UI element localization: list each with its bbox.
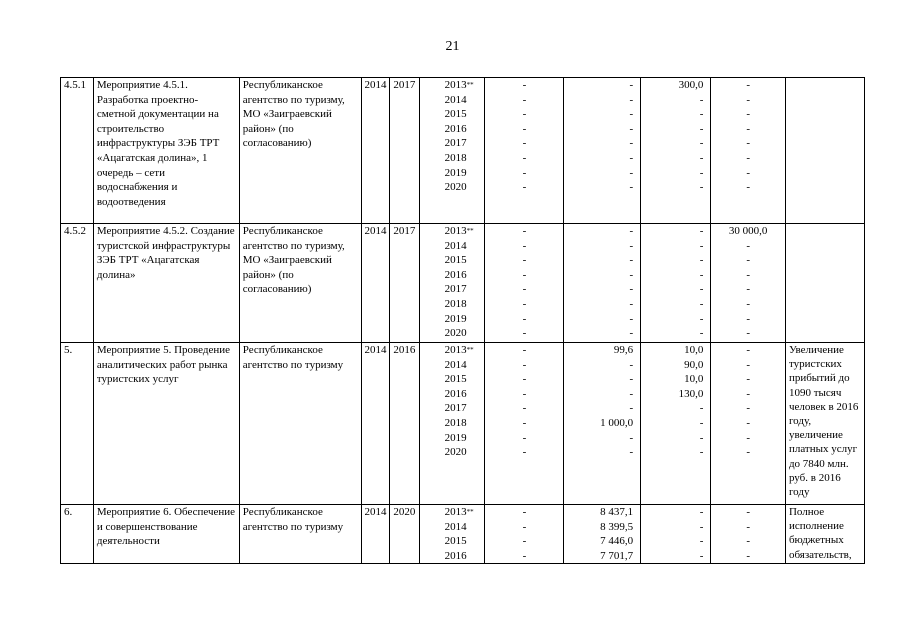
- funding-value-4: -: [746, 122, 750, 135]
- funding-value-2: -: [629, 239, 634, 252]
- funding-value-2: -: [629, 358, 634, 371]
- footnote-mark: **: [466, 346, 474, 354]
- funding-value-2: -: [629, 151, 634, 164]
- funding-value-4: -: [746, 535, 750, 548]
- funding-value-1: -: [522, 358, 527, 371]
- funding-value-4: -: [746, 283, 750, 296]
- year-value: 2018: [444, 151, 467, 164]
- funding-value-1: -: [522, 181, 527, 194]
- funding-value-4-cell: [711, 343, 786, 505]
- funding-value-3: -: [699, 239, 704, 252]
- funding-value-2: -: [629, 254, 634, 267]
- funding-value-4: -: [746, 151, 750, 164]
- funding-value-3: -: [699, 181, 704, 194]
- funding-value-2: 99,6: [613, 344, 634, 356]
- funding-value-1: -: [522, 151, 527, 164]
- funding-value-1: -: [522, 416, 527, 429]
- year-value: 2017: [444, 137, 467, 150]
- funding-value-4: -: [746, 506, 750, 518]
- funding-value-2: 7 446,0: [600, 535, 634, 548]
- activity-name: Мероприятие 4.5.2. Создание туристской инфраструктуры ЗЭБ ТРТ «Ацагатская долина»: [93, 224, 239, 343]
- funding-value-2-cell: [564, 78, 641, 224]
- funding-value-3: 300,0: [678, 79, 704, 91]
- start-year: 2014: [361, 505, 390, 564]
- page-number: 21: [445, 39, 460, 54]
- funding-value-2: -: [629, 181, 634, 194]
- funding-value-4-cell: [711, 78, 786, 224]
- funding-value-2-cell: [564, 343, 641, 505]
- funding-value-4: -: [746, 268, 750, 281]
- year-value: 2016: [444, 122, 467, 135]
- funding-value-4: -: [746, 79, 750, 91]
- funding-value-3: -: [699, 254, 704, 267]
- year-value: 2019: [444, 312, 467, 325]
- funding-value-1-cell: [485, 78, 564, 224]
- year-value: 2014: [444, 358, 467, 371]
- footnote-mark: **: [466, 81, 474, 89]
- activity-executor: Республиканское агентство по туризму, МО «Заиграевский район» (по согласованию): [239, 224, 361, 343]
- funding-value-1: -: [522, 312, 527, 325]
- funding-value-1-cell: [485, 224, 564, 343]
- activity-name: Мероприятие 4.5.1. Разработка проектно-сметной документации на строительство инфраструктуры ЗЭБ ТРТ «Ацагатская долина», 1 очередь – сети водоснабжения и водоотведения: [93, 78, 239, 224]
- funding-value-1: -: [522, 108, 527, 121]
- funding-value-3: 90,0: [684, 358, 704, 371]
- end-year: 2016: [390, 343, 420, 505]
- funding-value-1: -: [522, 506, 527, 518]
- funding-value-3: -: [699, 520, 704, 533]
- funding-value-4: -: [746, 137, 750, 150]
- funding-value-1: -: [522, 283, 527, 296]
- year-value: 2019: [444, 431, 467, 444]
- expected-result: [785, 78, 864, 224]
- funding-value-2: 8 437,1: [600, 506, 634, 518]
- funding-value-4: -: [746, 402, 750, 415]
- funding-value-4: -: [746, 312, 750, 325]
- funding-value-1: -: [522, 373, 527, 386]
- year-value: 2015: [444, 108, 467, 121]
- year-value: 2018: [444, 416, 467, 429]
- expected-result: [785, 224, 864, 343]
- year-value: 2020: [444, 327, 467, 340]
- funding-value-3: -: [699, 122, 704, 135]
- funding-value-1: -: [522, 549, 527, 562]
- funding-value-1: -: [522, 93, 527, 106]
- funding-value-2: -: [629, 283, 634, 296]
- funding-value-3: 130,0: [678, 387, 704, 400]
- year-value: 2018: [444, 297, 467, 310]
- table-row: [61, 343, 865, 505]
- funding-value-3: -: [699, 93, 704, 106]
- funding-value-4: -: [746, 108, 750, 121]
- year-value: 2013**: [444, 506, 474, 518]
- year-value: 2014: [444, 93, 467, 106]
- funding-value-4: -: [746, 344, 750, 356]
- year-value: 2020: [444, 181, 467, 194]
- funding-value-1: -: [522, 344, 527, 356]
- funding-value-4: -: [746, 373, 750, 386]
- funding-value-1: -: [522, 166, 527, 179]
- funding-value-4: -: [746, 520, 750, 533]
- funding-value-3: -: [699, 166, 704, 179]
- funding-value-1: -: [522, 79, 527, 91]
- year-value: 2019: [444, 166, 467, 179]
- funding-value-4: -: [746, 327, 750, 340]
- year-value: 2013**: [444, 79, 474, 91]
- activity-name: Мероприятие 5. Проведение аналитических работ рынка туристских услуг: [93, 343, 239, 505]
- year-value: 2016: [444, 549, 467, 562]
- funding-value-3: -: [699, 402, 704, 415]
- funding-value-2: -: [629, 327, 634, 340]
- funding-value-1-cell: [485, 343, 564, 505]
- funding-value-3-cell: [641, 505, 711, 564]
- start-year: 2014: [361, 78, 390, 224]
- funding-value-2-cell: [564, 224, 641, 343]
- year-value: 2017: [444, 402, 467, 415]
- year-value-cell: [419, 78, 485, 224]
- funding-value-3-cell: [641, 224, 711, 343]
- funding-value-3-cell: [641, 78, 711, 224]
- funding-value-3: -: [699, 268, 704, 281]
- funding-value-2: -: [629, 268, 634, 281]
- funding-value-3-cell: [641, 343, 711, 505]
- funding-value-1: -: [522, 520, 527, 533]
- activity-executor: Республиканское агентство по туризму, МО «Заиграевский район» (по согласованию): [239, 78, 361, 224]
- start-year: 2014: [361, 343, 390, 505]
- funding-value-4: -: [746, 549, 750, 562]
- expected-result: Полное исполнение бюджетных обязательств,: [785, 505, 864, 564]
- funding-value-4-cell: [711, 224, 786, 343]
- funding-value-2: -: [629, 297, 634, 310]
- funding-value-3: -: [699, 431, 704, 444]
- table-row: [61, 78, 865, 224]
- table-row: [61, 224, 865, 343]
- funding-value-1: -: [522, 239, 527, 252]
- activity-number: 5.: [61, 343, 94, 505]
- funding-value-4: -: [746, 446, 750, 459]
- funding-value-2: 1 000,0: [600, 416, 634, 429]
- activity-number: 4.5.1: [61, 78, 94, 224]
- funding-value-2: -: [629, 166, 634, 179]
- funding-value-4: 30 000,0: [728, 225, 768, 237]
- funding-value-1: -: [522, 122, 527, 135]
- year-value: 2015: [444, 254, 467, 267]
- year-value: 2014: [444, 520, 467, 533]
- funding-value-4: -: [746, 358, 750, 371]
- funding-value-1: -: [522, 254, 527, 267]
- funding-value-1: -: [522, 431, 527, 444]
- end-year: 2017: [390, 224, 420, 343]
- funding-value-2: -: [629, 373, 634, 386]
- funding-value-3: -: [699, 151, 704, 164]
- funding-value-3: -: [699, 535, 704, 548]
- year-value: 2014: [444, 239, 467, 252]
- year-value: 2016: [444, 387, 467, 400]
- funding-value-1: -: [522, 225, 527, 237]
- funding-value-2: -: [629, 446, 634, 459]
- funding-value-1: -: [522, 387, 527, 400]
- funding-value-2: -: [629, 402, 634, 415]
- funding-value-3: -: [699, 506, 704, 518]
- funding-value-2: -: [629, 93, 634, 106]
- funding-value-3: -: [699, 416, 704, 429]
- year-value: 2013**: [444, 225, 474, 237]
- activity-executor: Республиканское агентство по туризму: [239, 505, 361, 564]
- funding-value-2-cell: [564, 505, 641, 564]
- funding-value-3: -: [699, 297, 704, 310]
- funding-value-1: -: [522, 402, 527, 415]
- expected-result: Увеличение туристских прибытий до 1090 тысяч человек в 2016 году, увеличение платных услуг до 7840 млн. руб. в 2016 году: [785, 343, 864, 505]
- year-value-cell: [419, 224, 485, 343]
- funding-value-1: -: [522, 268, 527, 281]
- funding-value-3: -: [699, 283, 704, 296]
- funding-value-2: -: [629, 122, 634, 135]
- funding-value-2: 8 399,5: [600, 520, 634, 533]
- year-value: 2015: [444, 535, 467, 548]
- table-body: [61, 78, 865, 564]
- activity-number: 4.5.2: [61, 224, 94, 343]
- funding-value-4: -: [746, 166, 750, 179]
- funding-value-4-cell: [711, 505, 786, 564]
- activities-table: [60, 77, 865, 564]
- funding-value-1: -: [522, 446, 527, 459]
- year-value: 2020: [444, 446, 467, 459]
- activity-number: 6.: [61, 505, 94, 564]
- table-row: [61, 505, 865, 564]
- funding-value-3: -: [699, 225, 704, 237]
- funding-value-2: -: [629, 108, 634, 121]
- footnote-mark: **: [466, 227, 474, 235]
- funding-value-4: -: [746, 254, 750, 267]
- funding-value-2: -: [629, 312, 634, 325]
- funding-value-3: -: [699, 312, 704, 325]
- funding-value-1: -: [522, 327, 527, 340]
- funding-value-4: -: [746, 416, 750, 429]
- funding-value-4: -: [746, 181, 750, 194]
- funding-value-2: -: [629, 431, 634, 444]
- end-year: 2020: [390, 505, 420, 564]
- funding-value-3: 10,0: [684, 373, 704, 386]
- activity-executor: Республиканское агентство по туризму: [239, 343, 361, 505]
- year-value: 2017: [444, 283, 467, 296]
- funding-value-1: -: [522, 297, 527, 310]
- funding-value-3: -: [699, 446, 704, 459]
- funding-value-4: -: [746, 93, 750, 106]
- funding-value-2: -: [629, 225, 634, 237]
- start-year: 2014: [361, 224, 390, 343]
- funding-value-1: -: [522, 137, 527, 150]
- funding-value-3: -: [699, 327, 704, 340]
- funding-value-3: -: [699, 108, 704, 121]
- funding-value-4: -: [746, 387, 750, 400]
- funding-value-3: -: [699, 137, 704, 150]
- funding-value-1: -: [522, 535, 527, 548]
- funding-value-1-cell: [485, 505, 564, 564]
- funding-value-2: -: [629, 137, 634, 150]
- funding-value-2: -: [629, 79, 634, 91]
- footnote-mark: **: [466, 508, 474, 516]
- funding-value-4: -: [746, 239, 750, 252]
- funding-value-4: -: [746, 297, 750, 310]
- funding-value-4: -: [746, 431, 750, 444]
- funding-value-3: 10,0: [684, 344, 704, 356]
- funding-value-2: 7 701,7: [600, 549, 634, 562]
- end-year: 2017: [390, 78, 420, 224]
- year-value: 2013**: [444, 344, 474, 356]
- activity-name: Мероприятие 6. Обеспечение и совершенствование деятельности: [93, 505, 239, 564]
- year-value: 2015: [444, 373, 467, 386]
- year-value: 2016: [444, 268, 467, 281]
- funding-value-2: -: [629, 387, 634, 400]
- year-value-cell: [419, 343, 485, 505]
- funding-value-3: -: [699, 549, 704, 562]
- year-value-cell: [419, 505, 485, 564]
